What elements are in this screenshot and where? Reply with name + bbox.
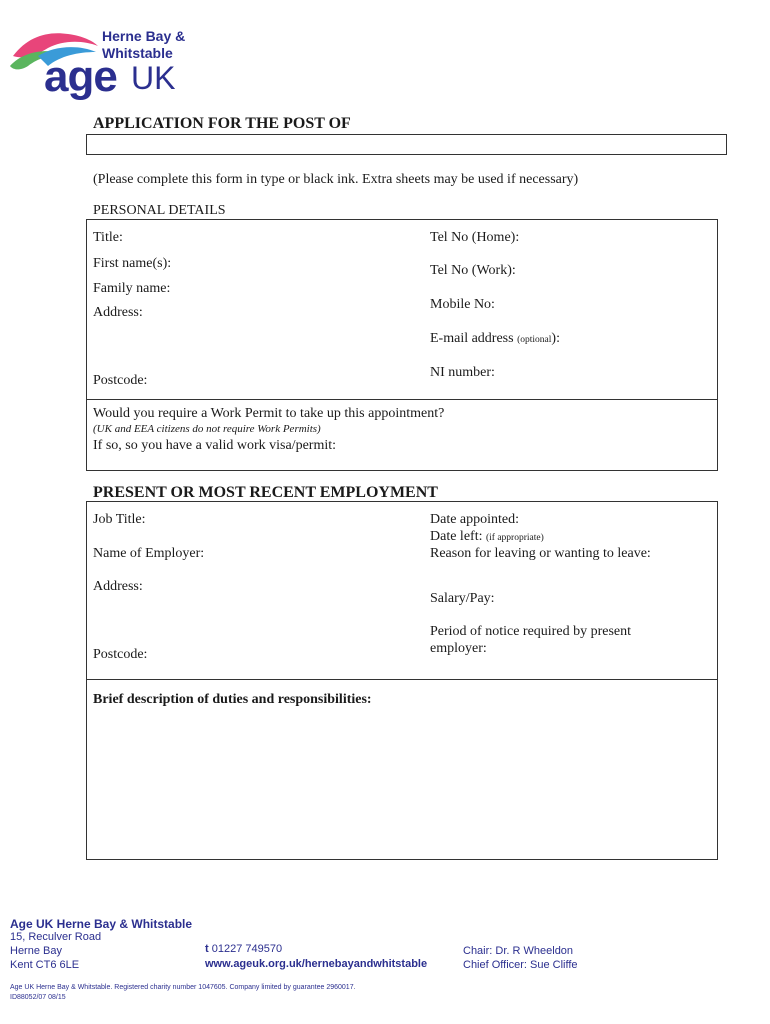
first-names-label: First name(s): [93, 256, 172, 271]
page-title: APPLICATION FOR THE POST OF [93, 115, 351, 132]
footer-legal-text: Age UK Herne Bay & Whitstable. Registered charity number 1047605. Company limited by guarantee 2960017. [10, 984, 356, 991]
footer-org-name: Age UK Herne Bay & Whitstable [10, 917, 193, 931]
footer-chief-officer: Chief Officer: Sue Cliffe [463, 959, 578, 971]
email-optional-note: (optional [517, 335, 552, 345]
footer-website-link[interactable]: www.ageuk.org.uk/hernebayandwhitstable [205, 958, 428, 970]
logo-location-line1: Herne Bay & [102, 28, 186, 44]
employment-heading: PRESENT OR MOST RECENT EMPLOYMENT [93, 484, 438, 501]
ni-number-label: NI number: [430, 365, 495, 380]
date-left-note: (if appropriate) [485, 533, 544, 543]
tel-work-label: Tel No (Work): [430, 263, 516, 278]
personal-details-heading: PERSONAL DETAILS [93, 203, 226, 218]
footer-address-line2: Herne Bay [10, 945, 62, 957]
notice-period-label-line1: Period of notice required by present [430, 624, 631, 639]
reason-leaving-label: Reason for leaving or wanting to leave: [430, 546, 651, 561]
footer-telephone [205, 943, 282, 955]
post-field[interactable] [86, 134, 727, 155]
salary-label: Salary/Pay: [430, 591, 495, 606]
employer-name-label: Name of Employer: [93, 546, 205, 561]
personal-divider [86, 399, 718, 400]
logo [8, 26, 198, 106]
instruction-text: (Please complete this form in type or black ink. Extra sheets may be used if necessary) [93, 172, 579, 187]
tel-home-label: Tel No (Home): [430, 230, 520, 245]
duties-label: Brief description of duties and responsibilities: [93, 692, 372, 707]
work-permit-question: Would you require a Work Permit to take up this appointment? [93, 406, 445, 421]
family-name-label: Family name: [93, 281, 171, 296]
footer-tel-number: 01227 749570 [211, 943, 283, 955]
mobile-label: Mobile No: [430, 297, 495, 312]
address-label: Address: [93, 305, 143, 320]
footer-address-line1: 15, Reculver Road [10, 931, 102, 943]
footer-document-code: ID88052/07 08/15 [10, 994, 66, 1001]
employment-divider [86, 679, 718, 680]
job-title-label: Job Title: [93, 512, 146, 527]
date-left-text: Date left: [430, 529, 486, 544]
date-appointed-label: Date appointed: [430, 512, 520, 527]
title-label: Title: [93, 230, 123, 245]
notice-period-label-line2: employer: [430, 641, 487, 656]
postcode-label: Postcode: [93, 373, 148, 388]
work-visa-question: If so, so you have a valid work visa/permit: [93, 438, 337, 453]
email-label-suffix: ): [551, 331, 560, 346]
footer-chair: Chair: Dr. R Wheeldon [463, 945, 574, 957]
work-permit-note: (UK and EEA citizens do not require Work Permits) [93, 423, 321, 435]
employer-postcode-label: Postcode: [93, 647, 148, 662]
logo-location-line2: Whitstable [102, 45, 173, 61]
email-label [430, 331, 560, 347]
footer-address-line3: Kent CT6 6LE [10, 959, 80, 971]
logo-age: age [44, 52, 117, 101]
employer-address-label: Address: [93, 579, 143, 594]
footer-tel-prefix: t [205, 943, 209, 955]
logo-uk: UK [131, 60, 176, 96]
date-left-label [430, 529, 544, 545]
email-label-text: E-mail address [430, 331, 518, 346]
